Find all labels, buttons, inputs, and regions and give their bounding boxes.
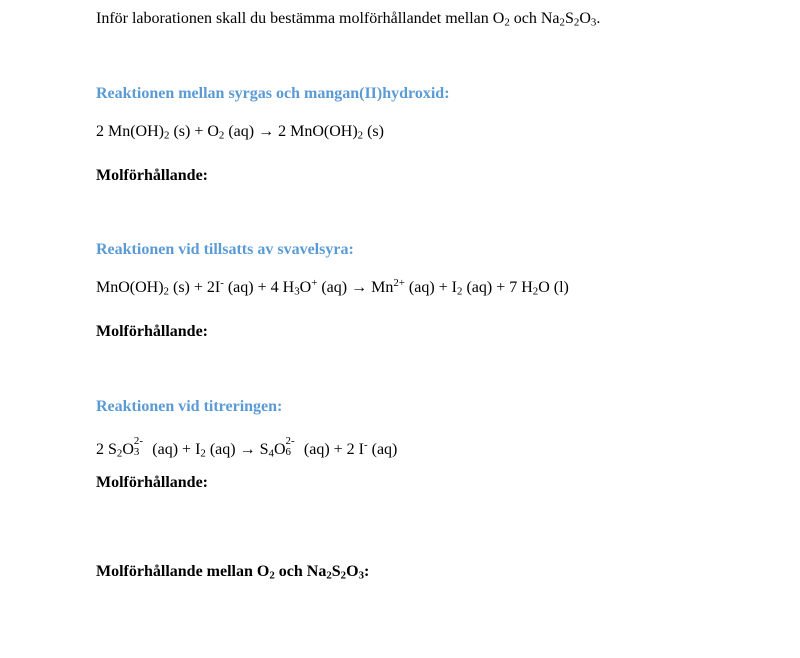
intro-text: Inför laborationen skall du bestämma molförhållandet mellan $O_2$ och $Na_2S_2O_3$.	[96, 10, 601, 29]
section-3-equation: 2 $S_2O$ 2- 3 $(aq) + I_2$ $(aq) \to S_4O$ 2- 6 (aq) + 2 I- (aq)	[96, 435, 398, 460]
final-ratio-label: Molförhållande mellan $O_2$ och $Na_2S_2O_3$:	[96, 563, 370, 582]
section-1-heading: Reaktionen mellan syrgas och mangan(II)hydroxid:	[96, 85, 450, 102]
section-3-ratio-label: Molförhållande:	[96, 474, 208, 491]
section-1-equation: 2 $Mn(OH)_2$ $(s) + O_2$ (aq) → 2 $MnO(OH)_2$ (s)	[96, 123, 384, 142]
section-2-ratio-label: Molförhållande:	[96, 323, 208, 340]
section-2-equation: $MnO(OH)_2$ (s) + 2I- (aq) + 4 $H_3O^+$ $(aq) \to Mn^{2+}$ $(aq) + I_2$ (aq) + 7 $H_2O$ (l)	[96, 277, 569, 298]
section-3-heading: Reaktionen vid titreringen:	[96, 398, 283, 415]
section-2-heading: Reaktionen vid tillsatts av svavelsyra:	[96, 241, 354, 258]
section-1-ratio-label: Molförhållande:	[96, 167, 208, 184]
